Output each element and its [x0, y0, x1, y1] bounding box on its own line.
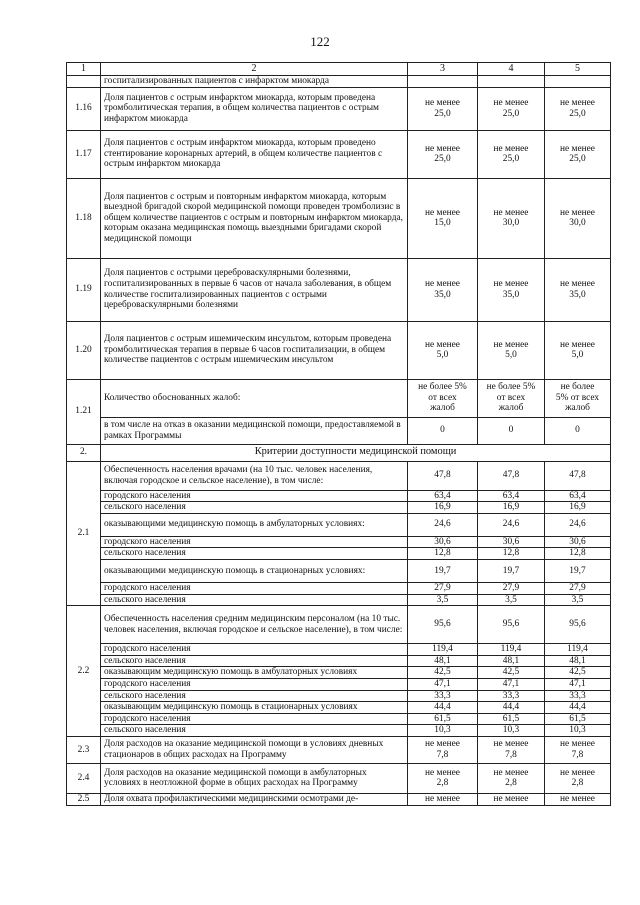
value-col-4: 47,1: [478, 678, 545, 690]
value-col-5: 16,9: [545, 502, 611, 514]
table-row: [67, 702, 611, 714]
value-col-4: 119,4: [478, 644, 545, 656]
row-number: 2.5: [67, 793, 101, 805]
row-number: 1.19: [67, 258, 101, 321]
value-col-3: 10,3: [408, 725, 478, 737]
value-col-3: 12,8: [408, 548, 478, 560]
value-col-5: 119,4: [545, 644, 611, 656]
row-text: городского населения: [101, 536, 408, 548]
table-row: [67, 736, 611, 763]
header-col-3: 3: [408, 63, 478, 76]
value-col-3: 19,7: [408, 559, 478, 582]
value-col-3: не менее: [408, 793, 478, 805]
value-col-3: 48,1: [408, 655, 478, 667]
value-col-4: 33,3: [478, 690, 545, 702]
value-col-5: 47,8: [545, 461, 611, 490]
value-col-4: 42,5: [478, 667, 545, 679]
value-col-5: не менее 25,0: [545, 87, 611, 130]
value-col-3: 42,5: [408, 667, 478, 679]
row-number: 2.2: [67, 606, 101, 737]
row-text: городского населения: [101, 713, 408, 725]
header-col-1: 1: [67, 63, 101, 76]
row-text: Доля пациентов с острым инфарктом миокарда, которым проведена тромболитическая терапия, в общем количества пациентов с острым инфарктом миокарда: [101, 87, 408, 130]
value-col-5: 61,5: [545, 713, 611, 725]
value-col-3: 47,1: [408, 678, 478, 690]
row-text: Обеспеченность населения средним медицинским персоналом (на 10 тыс. человек населения, включая городское и сельское население), в том числе:: [101, 606, 408, 644]
table-row: [67, 793, 611, 805]
value-col-3: не менее 25,0: [408, 87, 478, 130]
table-row: [67, 763, 611, 793]
value-col-3: не менее 5,0: [408, 321, 478, 379]
table-row: [67, 582, 611, 594]
value-col-4: 3,5: [478, 594, 545, 606]
value-col-4: 30,6: [478, 536, 545, 548]
value-col-5: 3,5: [545, 594, 611, 606]
value-col-5: 27,9: [545, 582, 611, 594]
row-number: 1.18: [67, 178, 101, 258]
row-text: сельского населения: [101, 548, 408, 560]
value-col-4: 24,6: [478, 513, 545, 536]
value-col-5: 30,6: [545, 536, 611, 548]
value-col-5: 63,4: [545, 490, 611, 502]
table-row: [67, 725, 611, 737]
row-text: сельского населения: [101, 594, 408, 606]
value-col-3: 63,4: [408, 490, 478, 502]
value-col-4: не менее 5,0: [478, 321, 545, 379]
value-col-5: не менее 5,0: [545, 321, 611, 379]
value-col-4: 10,3: [478, 725, 545, 737]
value-col-5: 12,8: [545, 548, 611, 560]
row-text: Доля охвата профилактическими медицинскими осмотрами де-: [101, 793, 408, 805]
table-row: [67, 594, 611, 606]
table-row-continued: [67, 76, 611, 88]
table-row-complaints-refusal: [67, 417, 611, 444]
value-col-5: 48,1: [545, 655, 611, 667]
table-row: [67, 678, 611, 690]
value-col-5: 44,4: [545, 702, 611, 714]
value-col-5: 42,5: [545, 667, 611, 679]
value-col-5: 19,7: [545, 559, 611, 582]
table-row: [67, 178, 611, 258]
value-col-3: 3,5: [408, 594, 478, 606]
value-col-4: 12,8: [478, 548, 545, 560]
value-col-4: не менее 25,0: [478, 87, 545, 130]
value-col-5: 0: [545, 417, 611, 444]
section-number: 2.: [67, 444, 101, 461]
value-col-3: 95,6: [408, 606, 478, 644]
table-row: [67, 644, 611, 656]
row-text: оказывающим медицинскую помощь в стационарных условиях: [101, 702, 408, 714]
row-text: Количество обоснованных жалоб:: [101, 379, 408, 417]
value-col-3: не менее 35,0: [408, 258, 478, 321]
value-col-4: 48,1: [478, 655, 545, 667]
table-row: [67, 606, 611, 644]
value-col-3: 16,9: [408, 502, 478, 514]
row-text: оказывающими медицинскую помощь в стационарных условиях:: [101, 559, 408, 582]
table-row: [67, 258, 611, 321]
row-text: городского населения: [101, 644, 408, 656]
row-text: Доля пациентов с острыми цереброваскулярными болезнями, госпитализированных в первые 6 часов от начала заболевания, в общем количестве госпитализированных пациентов с острыми цереброваскулярными болезнями: [101, 258, 408, 321]
value-col-4: 44,4: [478, 702, 545, 714]
value-col-3: 61,5: [408, 713, 478, 725]
row-text: Доля пациентов с острым инфарктом миокарда, которым проведено стентирование коронарных артерий, в общем количестве пациентов с острым инфарктом миокарда: [101, 130, 408, 178]
value-col-3: 119,4: [408, 644, 478, 656]
value-col-5: 24,6: [545, 513, 611, 536]
value-col-5: не менее 7,8: [545, 736, 611, 763]
table-row: [67, 536, 611, 548]
row-number: 1.16: [67, 87, 101, 130]
value-col-5: не менее 30,0: [545, 178, 611, 258]
row-number: 1.17: [67, 130, 101, 178]
table-row: [67, 87, 611, 130]
row-text: Обеспеченность населения врачами (на 10 тыс. человек населения, включая городское и сельское население), в том числе:: [101, 461, 408, 490]
value-col-5: 33,3: [545, 690, 611, 702]
value-col-3: 44,4: [408, 702, 478, 714]
row-number: 1.20: [67, 321, 101, 379]
value-col-5: 10,3: [545, 725, 611, 737]
value-col-4: не менее 30,0: [478, 178, 545, 258]
value-col-3: не менее 15,0: [408, 178, 478, 258]
value-col-3: не более 5% от всех жалоб: [408, 379, 478, 417]
table-row: [67, 130, 611, 178]
table-row-complaints: [67, 379, 611, 417]
row-text: сельского населения: [101, 725, 408, 737]
row-text: в том числе на отказ в оказании медицинской помощи, предоставляемой в рамках Программы: [101, 417, 408, 444]
value-col-3: 24,6: [408, 513, 478, 536]
value-col-3: не менее 25,0: [408, 130, 478, 178]
value-col-4: 47,8: [478, 461, 545, 490]
table-row: [67, 502, 611, 514]
header-row: [67, 63, 611, 76]
row-number: 2.3: [67, 736, 101, 763]
row-text: Доля пациентов с острым и повторным инфарктом миокарда, которым выездной бригадой скорой медицинской помощи проведен тромболизис в общем количестве пациентов с острым и повторным инфарктом миокарда, которым оказана медицинская помощь выездными бригадами скорой медицинской помощи: [101, 178, 408, 258]
table-row: [67, 513, 611, 536]
row-text: городского населения: [101, 582, 408, 594]
table-row: [67, 321, 611, 379]
value-col-4: не менее: [478, 793, 545, 805]
row-text: Доля расходов на оказание медицинской помощи в амбулаторных условиях в неотложной форме в общих расходах на Программу: [101, 763, 408, 793]
header-col-2: 2: [101, 63, 408, 76]
row-text: оказывающими медицинскую помощь в амбулаторных условиях:: [101, 513, 408, 536]
value-col-4: не менее 25,0: [478, 130, 545, 178]
value-col-3: 47,8: [408, 461, 478, 490]
row-number: 2.4: [67, 763, 101, 793]
row-text: сельского населения: [101, 690, 408, 702]
table-row: [67, 461, 611, 490]
row-text: сельского населения: [101, 502, 408, 514]
row-text: оказывающим медицинскую помощь в амбулаторных условиях: [101, 667, 408, 679]
table-row: [67, 559, 611, 582]
table-row: [67, 667, 611, 679]
value-col-5: 95,6: [545, 606, 611, 644]
value-col-4: 61,5: [478, 713, 545, 725]
table-row: [67, 690, 611, 702]
value-col-3: 0: [408, 417, 478, 444]
section-row: [67, 444, 611, 461]
value-col-5: не менее 2,8: [545, 763, 611, 793]
section-title: Критерии доступности медицинской помощи: [101, 444, 611, 461]
value-col-4: не более 5% от всех жалоб: [478, 379, 545, 417]
table-row: [67, 548, 611, 560]
row-text: городского населения: [101, 678, 408, 690]
value-col-5: не более 5% от всех жалоб: [545, 379, 611, 417]
value-col-5: не менее 25,0: [545, 130, 611, 178]
row-text: Доля расходов на оказание медицинской помощи в условиях дневных стационаров в общих расходах на Программу: [101, 736, 408, 763]
value-col-5: не менее: [545, 793, 611, 805]
value-col-4: 0: [478, 417, 545, 444]
header-col-4: 4: [478, 63, 545, 76]
value-col-4: не менее 2,8: [478, 763, 545, 793]
row-text: Доля пациентов с острым ишемическим инсультом, которым проведена тромболитическая терапия в первые 6 часов госпитализации, в общем количестве пациентов с острым ишемическим инсультом: [101, 321, 408, 379]
value-col-4: не менее 35,0: [478, 258, 545, 321]
value-col-4: 63,4: [478, 490, 545, 502]
row-number: 1.21: [67, 379, 101, 444]
criteria-table: [66, 62, 611, 806]
page-number: 122: [310, 34, 330, 49]
value-col-3: 30,6: [408, 536, 478, 548]
value-col-4: не менее 7,8: [478, 736, 545, 763]
value-col-3: не менее 7,8: [408, 736, 478, 763]
value-col-4: 19,7: [478, 559, 545, 582]
value-col-3: не менее 2,8: [408, 763, 478, 793]
table-row: [67, 655, 611, 667]
value-col-4: 27,9: [478, 582, 545, 594]
value-col-4: 95,6: [478, 606, 545, 644]
table-row: [67, 490, 611, 502]
row-number: 2.1: [67, 461, 101, 606]
value-col-3: 33,3: [408, 690, 478, 702]
header-col-5: 5: [545, 63, 611, 76]
row-text: сельского населения: [101, 655, 408, 667]
continued-text: госпитализированных пациентов с инфарктом миокарда: [101, 76, 408, 88]
value-col-4: 16,9: [478, 502, 545, 514]
value-col-5: 47,1: [545, 678, 611, 690]
value-col-3: 27,9: [408, 582, 478, 594]
table-row: [67, 713, 611, 725]
value-col-5: не менее 35,0: [545, 258, 611, 321]
row-text: городского населения: [101, 490, 408, 502]
